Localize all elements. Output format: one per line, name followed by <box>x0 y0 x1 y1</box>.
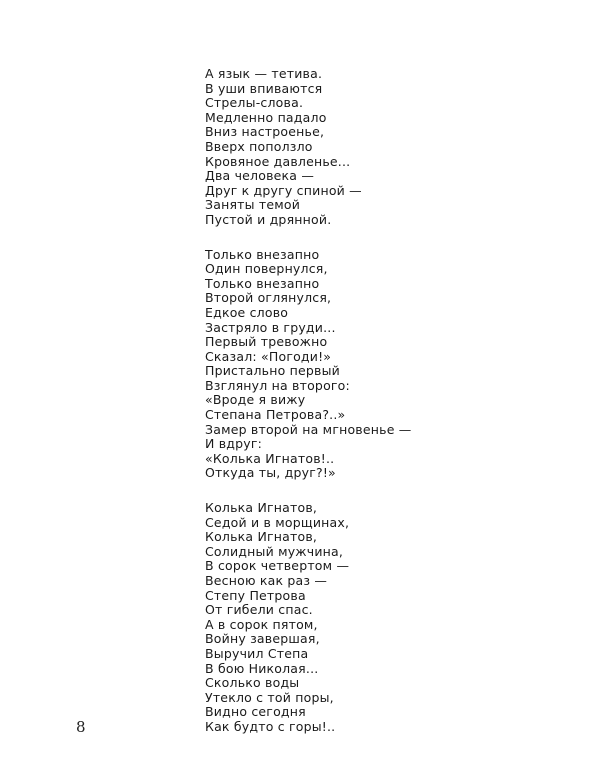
poem-line: Утекло с той поры, <box>205 689 334 705</box>
poem-line: Застряло в груди... <box>205 319 336 335</box>
poem-line: Вверх поползло <box>205 138 313 154</box>
poem-line: Солидный мужчина, <box>205 543 344 559</box>
poem-line: Сколько воды <box>205 675 300 691</box>
poem-line: Выручил Степа <box>205 645 309 661</box>
poem-line: Пристально первый <box>205 363 340 379</box>
poem-line: Степу Петрова <box>205 587 306 603</box>
poem-line: «Колька Игнатов!.. <box>205 450 335 466</box>
poem-line: Заняты темой <box>205 197 301 213</box>
poem-line: Взглянул на второго: <box>205 377 350 393</box>
poem-line: Войну завершая, <box>205 631 320 647</box>
poem-line: Один повернулся, <box>205 261 328 277</box>
poem-line: Второй оглянулся, <box>205 290 332 306</box>
poem-line: Первый тревожно <box>205 334 328 350</box>
stanza <box>205 248 411 482</box>
poem-line: Кровяное давленье... <box>205 153 351 169</box>
poem-line: Два человека — <box>205 168 315 184</box>
poem-line: Друг к другу спиной — <box>205 182 362 198</box>
page-number: 8 <box>76 718 86 736</box>
poem-line: В уши впиваются <box>205 80 323 96</box>
poem-line: Откуда ты, друг?!» <box>205 465 336 481</box>
poem-line: «Вроде я вижу <box>205 392 306 408</box>
poem <box>205 67 411 735</box>
poem-line: В бою Николая... <box>205 660 319 676</box>
poem-line: Колька Игнатов, <box>205 500 318 516</box>
poem-line: Весною как раз — <box>205 573 328 588</box>
poem-line: Только внезапно <box>205 275 320 291</box>
poem-line: От гибели спас. <box>205 602 313 618</box>
poem-line: Сказал: «Погоди!» <box>205 348 332 364</box>
poem-line: Седой и в морщинах, <box>205 514 350 530</box>
poem-line: В сорок четвертом — <box>205 558 350 574</box>
poem-line: А в сорок пятом, <box>205 616 318 632</box>
poem-line: Вниз настроенье, <box>205 124 325 140</box>
poem-line: Только внезапно <box>205 246 320 262</box>
poem-line: Стрелы-слова. <box>205 95 304 111</box>
stanza <box>205 67 411 228</box>
poem-line: И вдруг: <box>205 436 263 452</box>
poem-line: Колька Игнатов, <box>205 529 318 545</box>
poem-line: Видно сегодня <box>205 704 306 720</box>
poem-line: Едкое слово <box>205 304 289 320</box>
poem-line: Пустой и дрянной. <box>205 211 332 227</box>
poem-line: Степана Петрова?..» <box>205 407 346 423</box>
poem-line: Замер второй на мгновенье — <box>205 421 412 437</box>
poem-line: Как будто с горы!.. <box>205 718 336 734</box>
poem-line: Медленно падало <box>205 109 327 125</box>
stanza <box>205 501 411 735</box>
poem-line: А язык — тетива. <box>205 66 323 81</box>
